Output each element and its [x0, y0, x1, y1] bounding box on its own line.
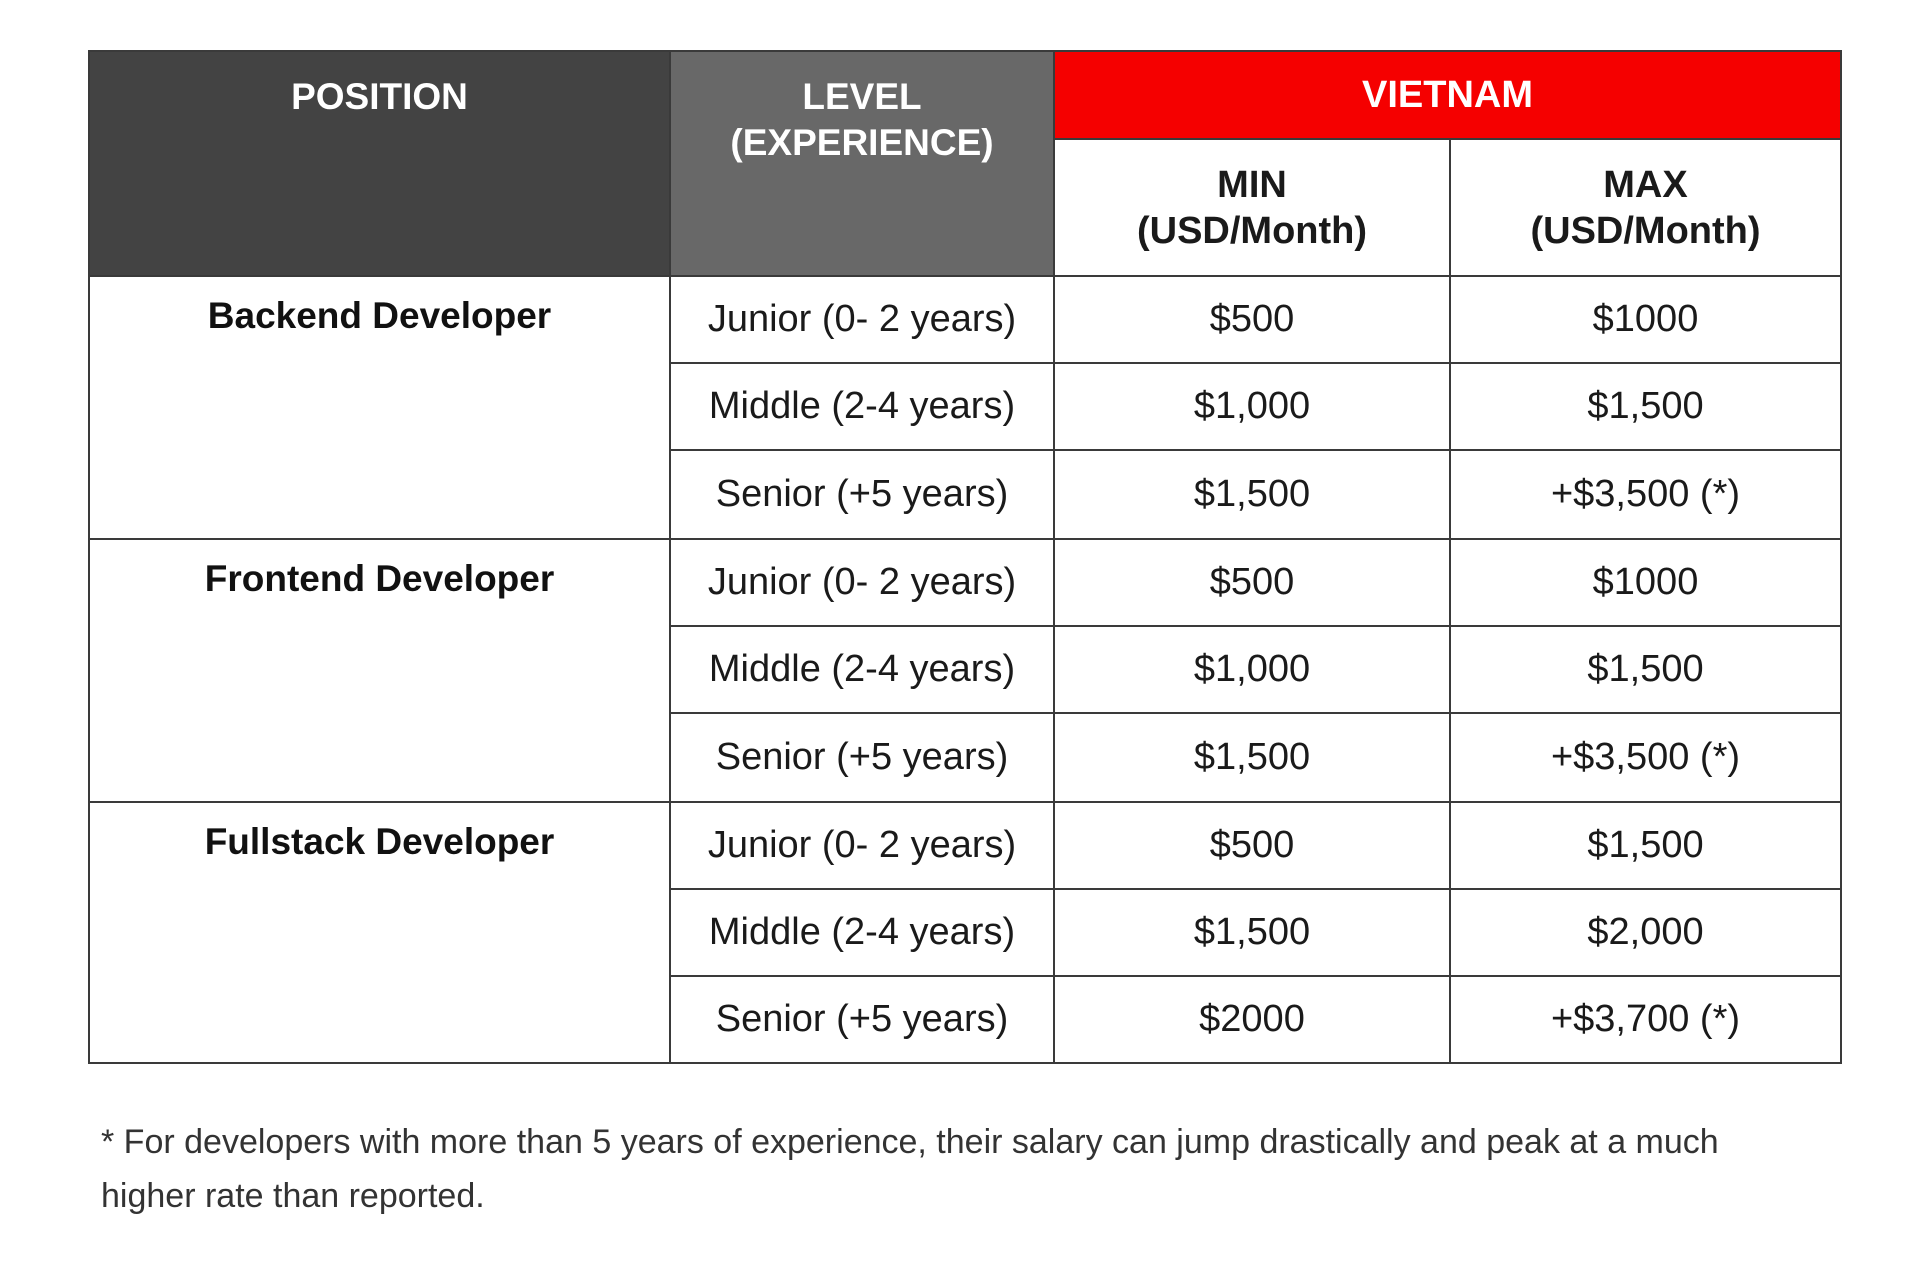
position-label: Fullstack Developer [204, 821, 555, 862]
footnote: * For developers with more than 5 years of experience, their salary can jump drastically and peak at a much higher rate than reported. [101, 1123, 1719, 1215]
level-cell: Middle (2-4 years) [670, 363, 1054, 450]
header-min-line1: MIN [1217, 163, 1287, 206]
level-cell: Junior (0- 2 years) [670, 276, 1054, 363]
min-salary-cell: $500 [1054, 539, 1450, 626]
min-salary-cell: $1,000 [1054, 363, 1450, 450]
header-max [1450, 139, 1841, 276]
header-min-line2: (USD/Month) [1136, 209, 1368, 252]
level-cell: Senior (+5 years) [670, 976, 1054, 1063]
header-country-label: VIETNAM [1362, 73, 1533, 116]
max-salary-cell: +$3,500 (*) [1450, 450, 1841, 539]
max-salary-cell: +$3,500 (*) [1450, 713, 1841, 802]
max-salary-cell: +$3,700 (*) [1450, 976, 1841, 1063]
level-cell: Senior (+5 years) [670, 713, 1054, 802]
max-salary-cell: $1000 [1450, 539, 1841, 626]
header-level-line1: LEVEL [802, 76, 922, 117]
level-cell: Middle (2-4 years) [670, 626, 1054, 713]
position-cell-fullstack [89, 802, 670, 1063]
header-max-line2: (USD/Month) [1530, 209, 1761, 252]
position-cell-backend [89, 276, 670, 539]
min-salary-cell: $2000 [1054, 976, 1450, 1063]
max-salary-cell: $1000 [1450, 276, 1841, 363]
min-salary-cell: $1,500 [1054, 450, 1450, 539]
max-salary-cell: $1,500 [1450, 626, 1841, 713]
min-salary-cell: $1,500 [1054, 713, 1450, 802]
header-level [670, 51, 1054, 276]
max-salary-cell: $1,500 [1450, 363, 1841, 450]
position-cell-frontend [89, 539, 670, 802]
table-row [89, 802, 1841, 889]
header-position-label: POSITION [291, 76, 468, 117]
min-salary-cell: $1,000 [1054, 626, 1450, 713]
salary-table [88, 50, 1842, 1064]
table-row [89, 539, 1841, 626]
header-max-line1: MAX [1603, 163, 1688, 206]
header-country [1054, 51, 1841, 139]
header-row-top [89, 51, 1841, 139]
min-salary-cell: $500 [1054, 802, 1450, 889]
level-cell: Middle (2-4 years) [670, 889, 1054, 976]
position-label: Frontend Developer [204, 558, 555, 599]
max-salary-cell: $2,000 [1450, 889, 1841, 976]
header-position [89, 51, 670, 276]
level-cell: Junior (0- 2 years) [670, 802, 1054, 889]
position-label: Backend Developer [207, 295, 552, 336]
min-salary-cell: $1,500 [1054, 889, 1450, 976]
min-salary-cell: $500 [1054, 276, 1450, 363]
max-salary-cell: $1,500 [1450, 802, 1841, 889]
header-min [1054, 139, 1450, 276]
level-cell: Senior (+5 years) [670, 450, 1054, 539]
header-level-line2: (EXPERIENCE) [730, 122, 994, 163]
level-cell: Junior (0- 2 years) [670, 539, 1054, 626]
table-row [89, 276, 1841, 363]
